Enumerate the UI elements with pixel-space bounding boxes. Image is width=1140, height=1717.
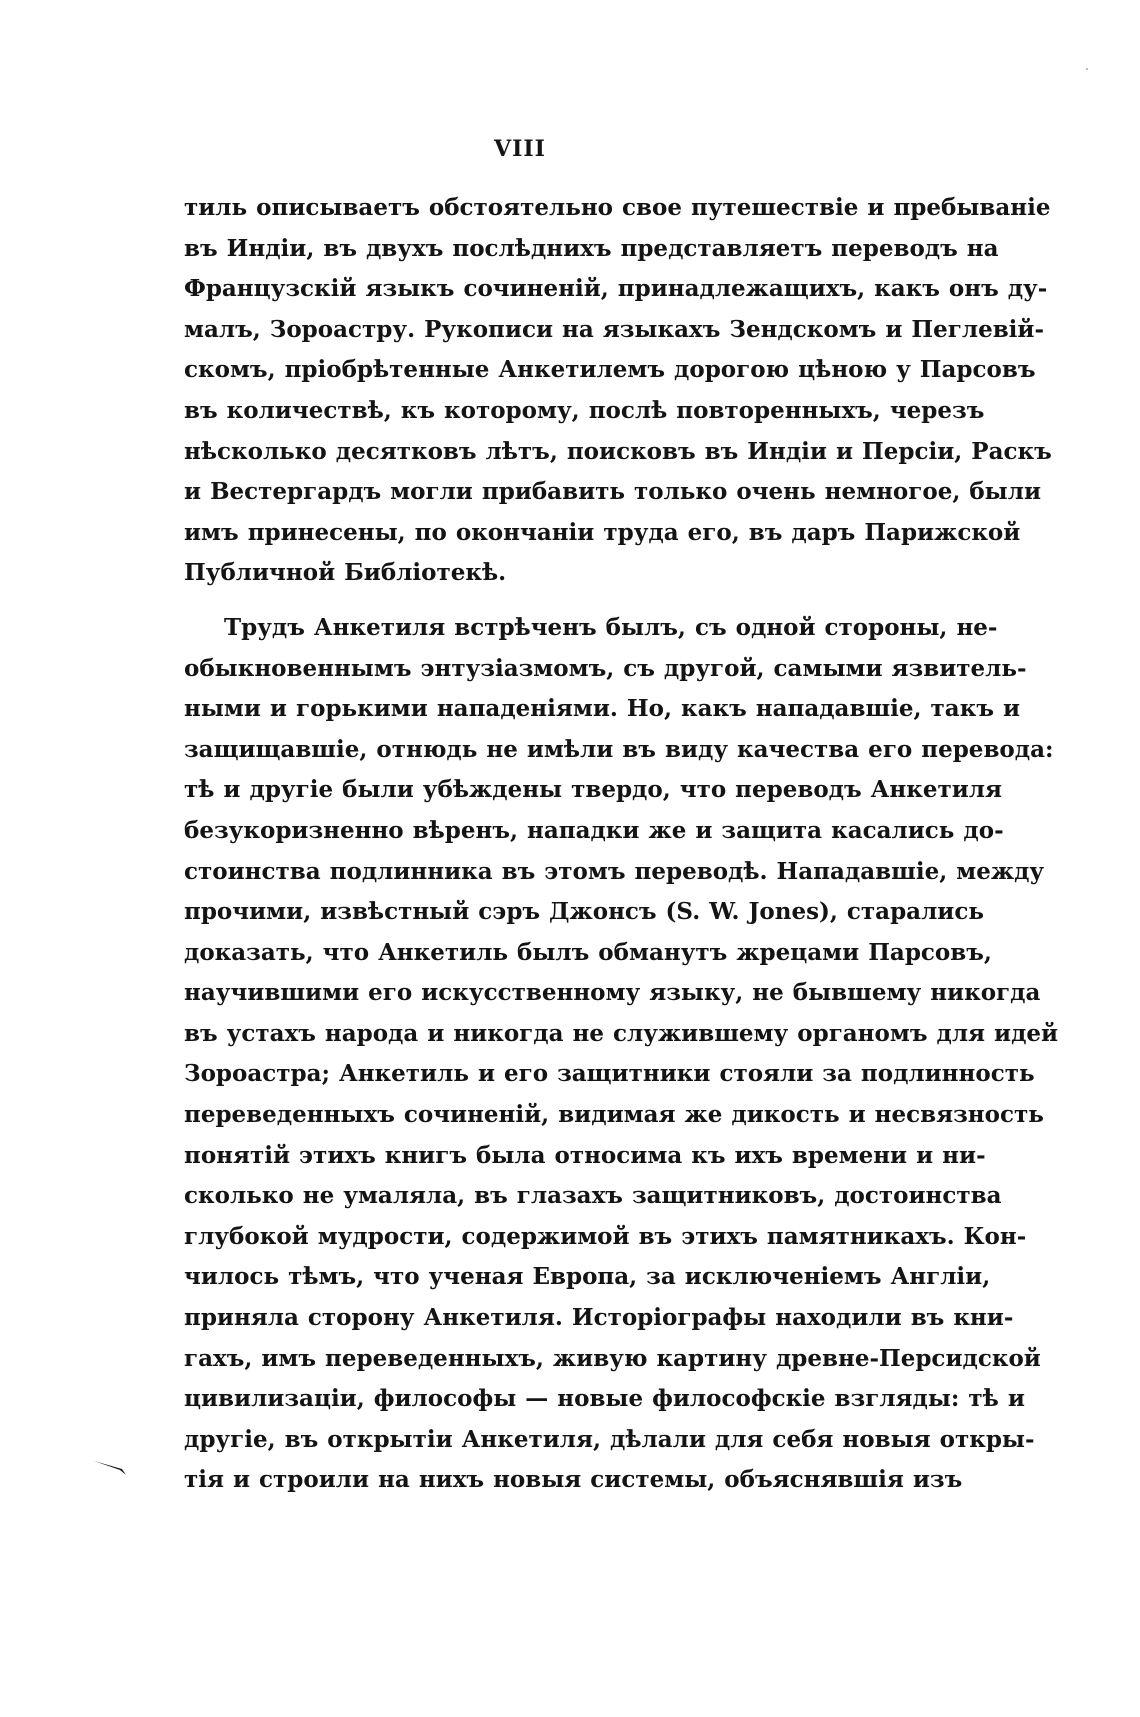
paragraph-1 [184,188,1052,594]
text-line: тія и строили на нихъ новыя системы, объяснявшія изъ [184,1466,963,1494]
text-line: научившими его искусственному языку, не бывшему никогда [184,979,1041,1007]
text-line: сколько не умаляла, въ глазахъ защитниковъ, достоинства [184,1182,1002,1210]
text-line: другіе, въ открытіи Анкетиля, дѣлали для себя новыя откры- [184,1425,1035,1453]
page-number: VIII [494,136,546,162]
text-line: въ устахъ народа и никогда не служившему органомъ для идей [184,1019,1059,1047]
body-text [184,188,1059,1501]
text-line: стоинства подлинника въ этомъ переводѣ. Нападавшіе, между [184,857,1045,885]
text-line: Французскій языкъ сочиненій, принадлежащихъ, какъ онъ ду- [184,275,1048,303]
text-line: ными и горькими нападеніями. Но, какъ нападавшіе, такъ и [184,695,1021,723]
text-line: переведенныхъ сочиненій, видимая же дикость и несвязность [184,1101,1044,1129]
text-line: понятій этихъ книгъ была относима къ ихъ времени и ни- [184,1141,986,1169]
text-line: прочими, извѣстный сэръ Джонсъ (S. W. Jones), старались [184,898,984,926]
text-line: въ Индіи, въ двухъ послѣднихъ представляетъ переводъ на [184,234,999,262]
text-line: Зороастра; Анкетиль и его защитники стояли за подлинность [184,1060,1035,1088]
text-line: чилось тѣмъ, что ученая Европа, за исключеніемъ Англіи, [184,1263,991,1291]
text-line: обыкновеннымъ энтузіазмомъ, съ другой, самыми язвитель- [184,654,1027,682]
paragraph-2 [184,608,1059,1501]
text-line: малъ, Зороастру. Рукописи на языкахъ Зендскомъ и Пеглевій- [184,315,1045,343]
text-line: гахъ, имъ переведенныхъ, живую картину древне-Персидской [184,1344,1041,1372]
margin-speck [1086,68,1088,70]
text-line: Публичной Библіотекѣ. [184,559,507,587]
text-line: глубокой мудрости, содержимой въ этихъ памятникахъ. Кон- [184,1222,1027,1250]
text-line: скомъ, пріобрѣтенные Анкетилемъ дорогою цѣною у Парсовъ [184,356,1036,384]
text-line: тиль описываетъ обстоятельно свое путешествіе и пребываніе [184,194,1051,221]
text-line: безукоризненно вѣренъ, нападки же и защита касались до- [184,816,1004,844]
text-line: приняла сторону Анкетиля. Исторіографы находили въ кни- [184,1304,1014,1332]
scratch-mark [92,1458,132,1478]
text-line: тѣ и другіе были убѣждены твердо, что переводъ Анкетиля [184,776,1002,804]
text-line: имъ принесены, по окончаніи труда его, въ даръ Парижской [184,518,1021,546]
text-line: въ количествѣ, къ которому, послѣ повторенныхъ, черезъ [184,396,985,424]
text-line: и Вестергардъ могли прибавить только очень немногое, были [184,478,1042,506]
paragraph-gap [184,594,920,608]
text-line: нѣсколько десятковъ лѣтъ, поисковъ въ Индіи и Персіи, Раскъ [184,437,1052,465]
text-line: доказать, что Анкетиль былъ обманутъ жрецами Парсовъ, [184,938,992,966]
text-line: защищавшіе, отнюдь не имѣли въ виду качества его перевода: [184,735,1054,763]
text-line: Трудъ Анкетиля встрѣченъ былъ, съ одной стороны, не- [224,613,998,641]
text-line: цивилизаціи, философы — новые философскіе взгляды: тѣ и [184,1385,1025,1413]
